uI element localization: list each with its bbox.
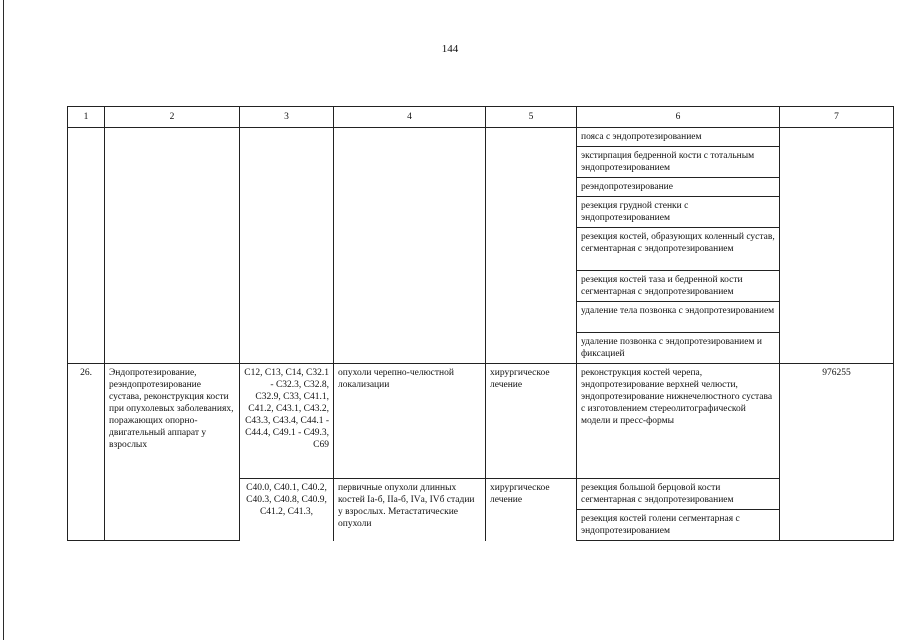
method-cell: резекция костей голени сегментарная с эндопротезированием [577,510,780,541]
service-name: Эндопротезирование, реэндопротезирование сустава, реконструкция кости при опухолевых заболеваниях, поражающих опорно-двигательный аппарат у взрослых [105,364,240,541]
services-table [67,106,894,541]
patient-model: опухоли черепно-челюстной локализации [334,364,486,479]
continued-cell-7 [780,128,894,364]
column-header-6: 6 [577,107,780,128]
continued-cell-4 [334,128,486,364]
method-cell: резекция грудной стенки с эндопротезированием [577,197,780,228]
continued-method-row [68,128,894,147]
column-header-2: 2 [105,107,240,128]
method-cell: реконструкция костей черепа, эндопротезирование верхней челюсти, эндопротезирование нижнечелюстного сустава с изготовлением стереолитографической модели и пресс-формы [577,364,780,479]
continued-cell-5 [486,128,577,364]
treatment-type: хирургическое лечение [486,479,577,541]
method-cell: удаление тела позвонка с эндопротезированием [577,302,780,333]
service-row-26 [68,364,894,479]
continued-cell-1 [68,128,105,364]
price-value: 976255 [780,364,894,541]
row-number: 26. [68,364,105,541]
continued-cell-3 [240,128,334,364]
method-cell: удаление позвонка с эндопротезированием и фиксацией [577,333,780,364]
continued-cell-2 [105,128,240,364]
diagnosis-codes: C12, C13, C14, C32.1 - C32.3, C32.8, C32.9, C33, C41.1, C41.2, C43.1, C43.2, C43.3, C43.4, C44.1 - C44.4, C49.1 - C49.3, C69 [240,364,334,479]
patient-model: первичные опухоли длинных костей Iа-б, IIа-б, IVа, IVб стадии у взрослых. Метастатические опухоли [334,479,486,541]
column-header-1: 1 [68,107,105,128]
method-cell: реэндопротезирование [577,178,780,197]
table-header-row [68,107,894,128]
page-edge-line [3,0,4,640]
column-header-4: 4 [334,107,486,128]
column-header-3: 3 [240,107,334,128]
page-number: 144 [441,43,459,55]
treatment-type: хирургическое лечение [486,364,577,479]
method-cell: резекция костей, образующих коленный сустав, сегментарная с эндопротезированием [577,228,780,271]
diagnosis-codes: C40.0, C40.1, C40.2, C40.3, C40.8, C40.9, C41.2, C41.3, [240,479,334,541]
method-cell: резекция большой берцовой кости сегментарная с эндопротезированием [577,479,780,510]
method-cell: резекция костей таза и бедренной кости сегментарная с эндопротезированием [577,271,780,302]
method-cell: экстирпация бедренной кости с тотальным эндопротезированием [577,147,780,178]
column-header-5: 5 [486,107,577,128]
column-header-7: 7 [780,107,894,128]
method-cell: пояса с эндопротезированием [577,128,780,147]
